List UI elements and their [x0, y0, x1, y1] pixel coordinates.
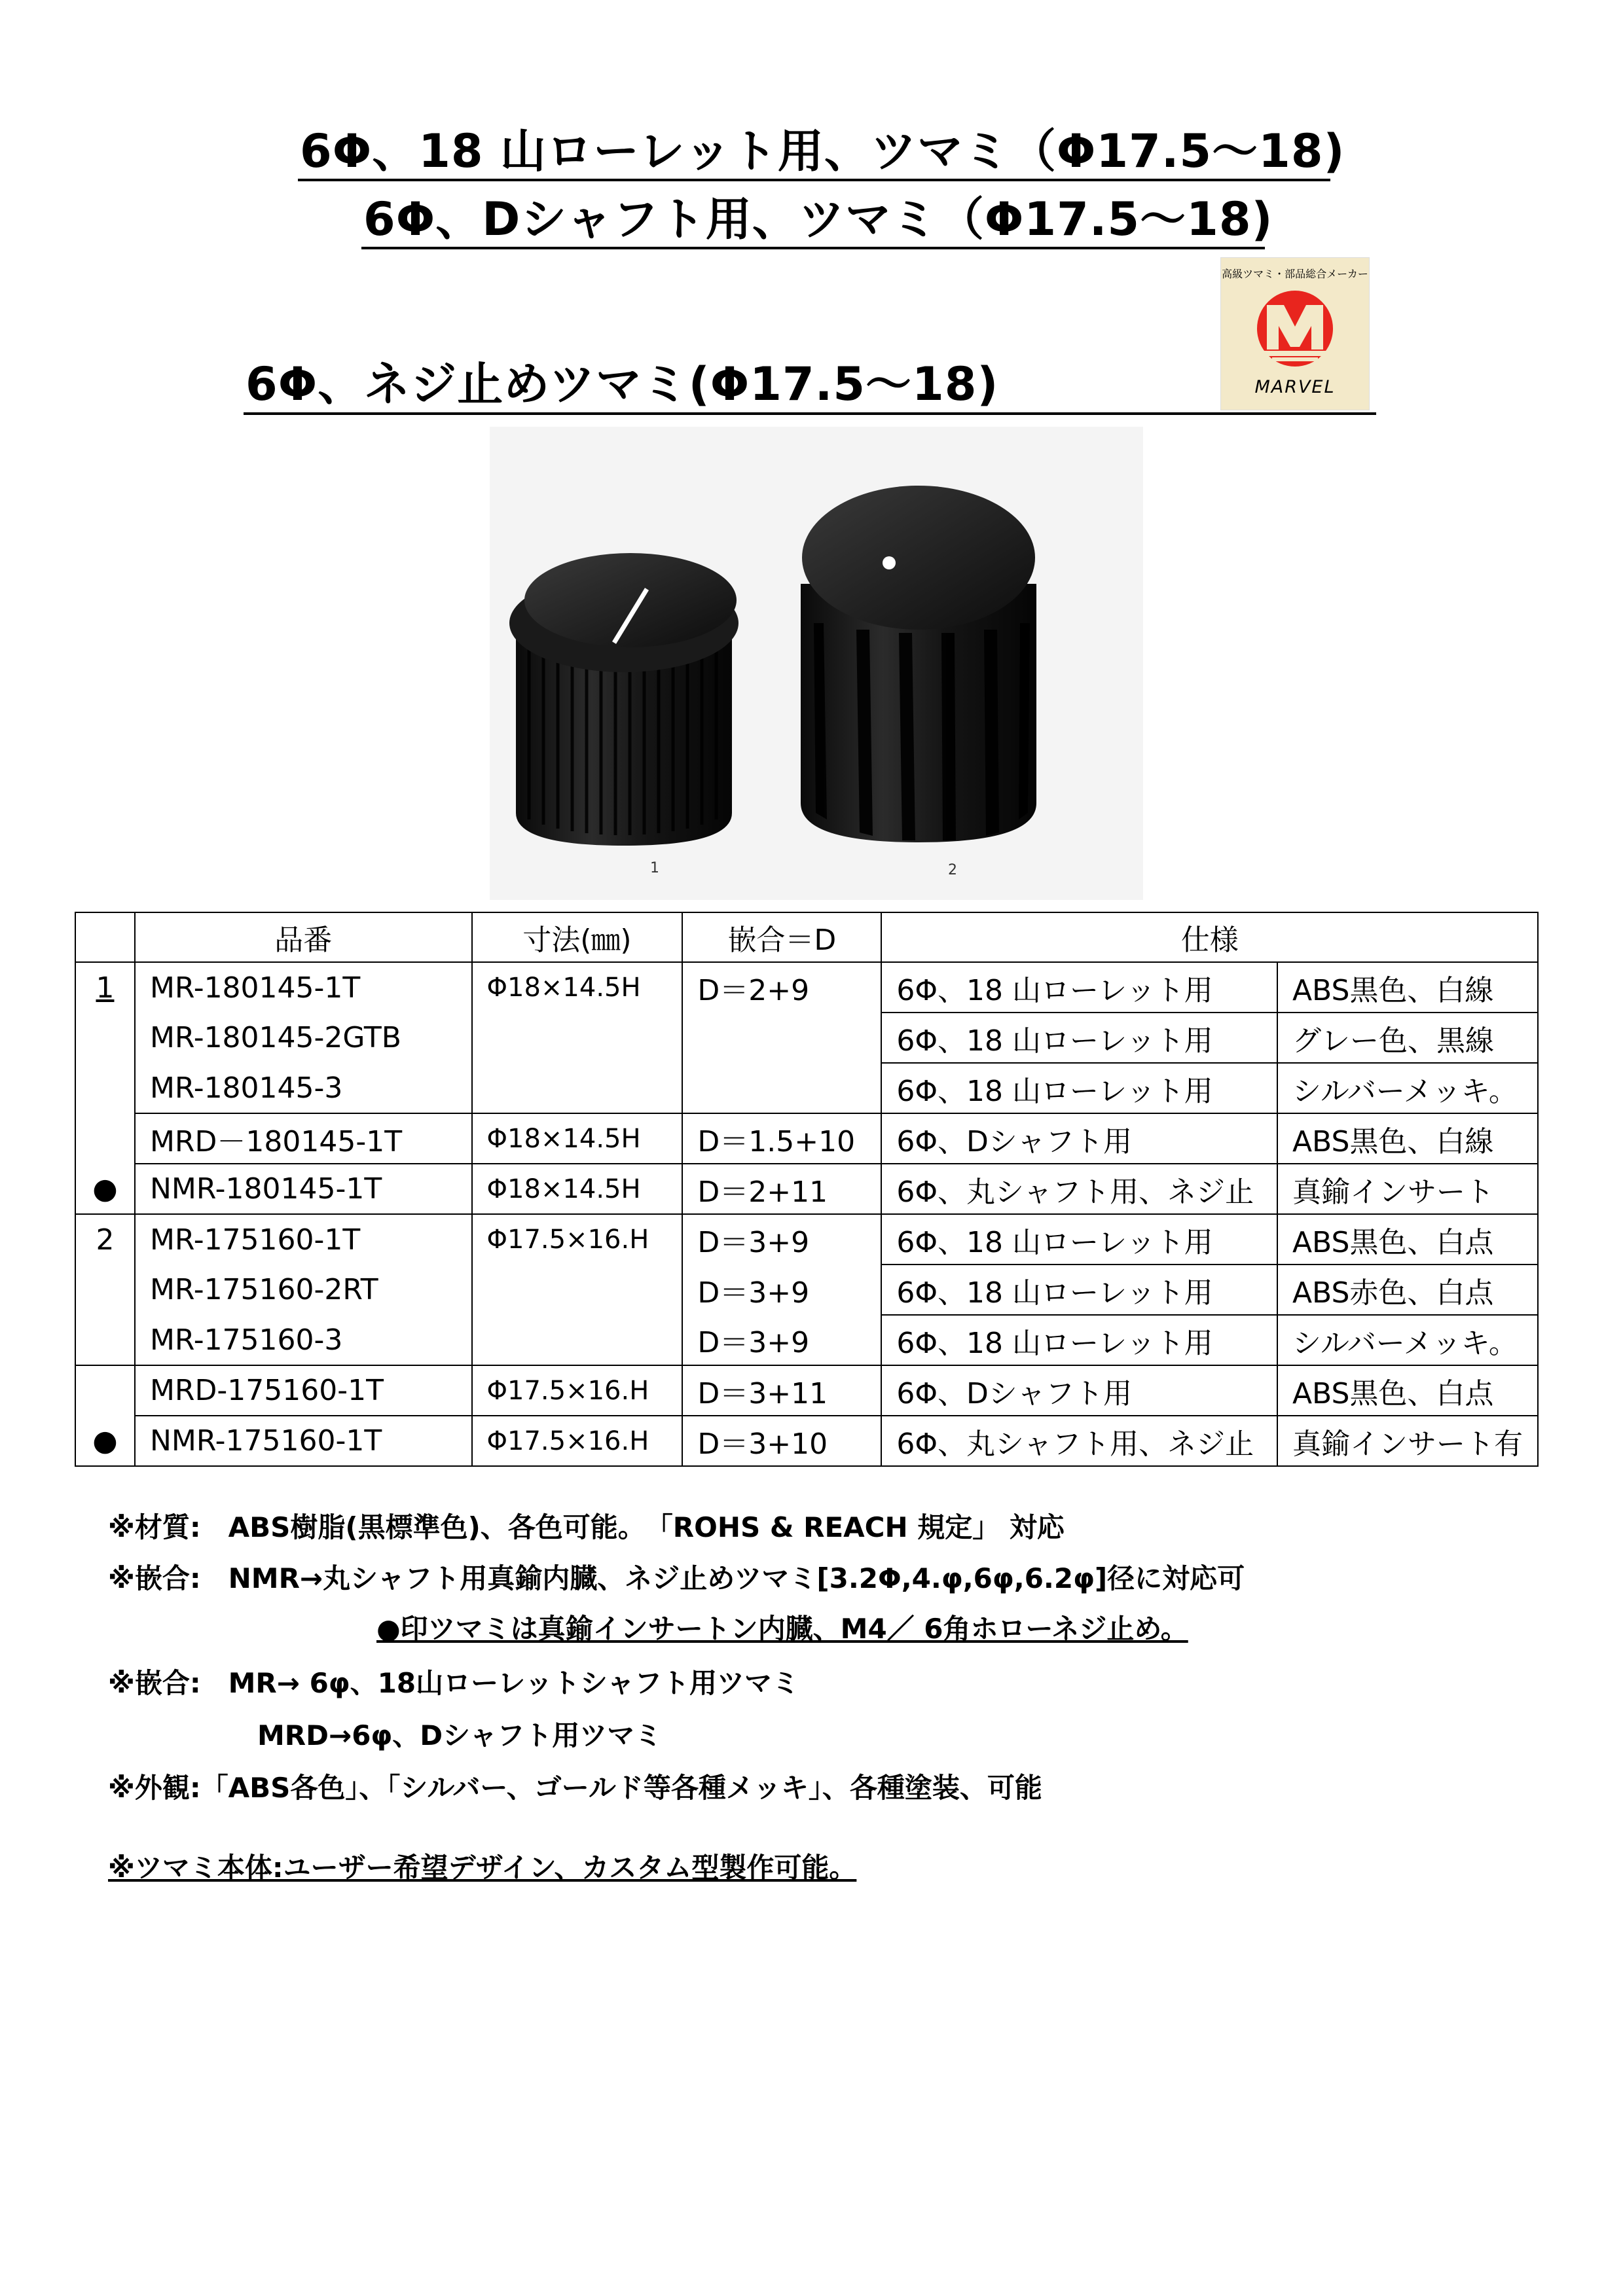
finish: 真鍮インサート有 — [1277, 1416, 1538, 1466]
table-row — [75, 1063, 1538, 1113]
part-number: MR-180145-2GTB — [135, 1013, 472, 1063]
title-d-shaft: 6Φ、Dシャフト用、ツマミ（Φ17.5〜18) — [363, 192, 1273, 246]
knob-1-icon — [509, 553, 739, 846]
fit: D＝3+9 — [682, 1214, 881, 1265]
finish: グレー色、黒線 — [1277, 1013, 1538, 1063]
table-row — [75, 1113, 1538, 1164]
table-header-row — [75, 912, 1538, 962]
fit: D＝2+9 — [682, 962, 881, 1013]
table-row — [75, 1214, 1538, 1265]
note-appearance: ※外観:「ABS各色」、「シルバー、ゴールド等各種メッキ」、各種塗装、可能 — [108, 1772, 1042, 1804]
row-number: 1 — [75, 962, 135, 1013]
title-underline — [244, 412, 1376, 415]
dimension — [472, 1265, 683, 1315]
part-number: MR-180145-3 — [135, 1063, 472, 1113]
fit: D＝3+10 — [682, 1416, 881, 1466]
header-cell — [75, 912, 135, 962]
title-set-screw: 6Φ、ネジ止めツマミ(Φ17.5〜18) — [246, 357, 999, 411]
bullet-marker: ● — [75, 1416, 135, 1466]
dimension — [472, 1013, 683, 1063]
fit: D＝3+9 — [682, 1315, 881, 1365]
part-number: MR-175160-3 — [135, 1315, 472, 1365]
part-number: MR-180145-1T — [135, 962, 472, 1013]
row-number — [75, 1315, 135, 1365]
knob-2-icon — [801, 486, 1036, 842]
fit: D＝2+11 — [682, 1164, 881, 1214]
dimension: Φ17.5×16.H — [472, 1214, 683, 1265]
table-row — [75, 1416, 1538, 1466]
marvel-logo — [1220, 257, 1370, 410]
note-fit-mrd: MRD→6φ、Dシャフト用ツマミ — [257, 1719, 663, 1751]
dimension — [472, 1315, 683, 1365]
spec: 6Φ、Dシャフト用 — [881, 1113, 1277, 1164]
table-row — [75, 962, 1538, 1013]
dimension: Φ18×14.5H — [472, 1113, 683, 1164]
dimension — [472, 1063, 683, 1113]
fit: D＝3+9 — [682, 1265, 881, 1315]
row-number — [75, 1265, 135, 1315]
note-custom-text: ※ツマミ本体:ユーザー希望デザイン、カスタム型製作可能。 — [108, 1852, 857, 1884]
part-number: MR-175160-2RT — [135, 1265, 472, 1315]
row-number: 2 — [75, 1214, 135, 1265]
dimension: Φ17.5×16.H — [472, 1416, 683, 1466]
finish: シルバーメッキ。 — [1277, 1063, 1538, 1113]
fit: D＝1.5+10 — [682, 1113, 881, 1164]
photo-caption-2: 2 — [948, 862, 957, 878]
finish: 真鍮インサート — [1277, 1164, 1538, 1214]
table-row — [75, 1315, 1538, 1365]
table-row — [75, 1164, 1538, 1214]
spec: 6Φ、18 山ローレット用 — [881, 1265, 1277, 1315]
product-photo — [490, 427, 1143, 900]
fit — [682, 1063, 881, 1113]
row-number — [75, 1113, 135, 1164]
note-bullet-insert — [376, 1615, 1188, 1643]
header-cell: 嵌合＝D — [682, 912, 881, 962]
row-number — [75, 1365, 135, 1416]
note-fit-mr: ※嵌合: MR→ 6φ、18山ローレットシャフト用ツマミ — [108, 1667, 800, 1699]
finish: ABS黒色、白線 — [1277, 962, 1538, 1013]
fit: D＝3+11 — [682, 1365, 881, 1416]
spec: 6Φ、Dシャフト用 — [881, 1365, 1277, 1416]
part-number: NMR-180145-1T — [135, 1164, 472, 1214]
note-custom — [108, 1854, 856, 1882]
table-row — [75, 1265, 1538, 1315]
finish: シルバーメッキ。 — [1277, 1315, 1538, 1365]
spec-table — [75, 912, 1539, 1467]
photo-caption-1: 1 — [650, 860, 659, 876]
spec: 6Φ、18 山ローレット用 — [881, 1315, 1277, 1365]
spec: 6Φ、18 山ローレット用 — [881, 1063, 1277, 1113]
note-bullet-insert-text: ●印ツマミは真鍮インサートン内臓、M4／ 6角ホローネジ止め。 — [376, 1613, 1188, 1645]
dimension: Φ18×14.5H — [472, 1164, 683, 1214]
spec: 6Φ、18 山ローレット用 — [881, 1013, 1277, 1063]
row-number — [75, 1063, 135, 1113]
dimension: Φ17.5×16.H — [472, 1365, 683, 1416]
finish: ABS黒色、白点 — [1277, 1214, 1538, 1265]
part-number: NMR-175160-1T — [135, 1416, 472, 1466]
finish: ABS黒色、白点 — [1277, 1365, 1538, 1416]
spec: 6Φ、丸シャフト用、ネジ止 — [881, 1164, 1277, 1214]
logo-tagline: 高級ツマミ・部品総合メーカー — [1222, 268, 1368, 280]
fit — [682, 1013, 881, 1063]
header-cell: 品番 — [135, 912, 472, 962]
spec: 6Φ、丸シャフト用、ネジ止 — [881, 1416, 1277, 1466]
part-number: MRD-175160-1T — [135, 1365, 472, 1416]
title-underline — [361, 247, 1265, 249]
table-row — [75, 1013, 1538, 1063]
dimension: Φ18×14.5H — [472, 962, 683, 1013]
bullet-marker: ● — [75, 1164, 135, 1214]
row-number — [75, 1013, 135, 1063]
note-material: ※材質: ABS樹脂(黒標準色)、各色可能。 「ROHS & REACH 規定」 対応 — [108, 1511, 1065, 1543]
title-underline — [298, 179, 1330, 181]
finish: ABS黒色、白線 — [1277, 1113, 1538, 1164]
note-fit-nmr: ※嵌合: NMR→丸シャフト用真鍮内臓、ネジ止めツマミ[3.2Φ,4.φ,6φ,6.2φ]径に対応可 — [108, 1562, 1245, 1594]
part-number: MRD－180145-1T — [135, 1113, 472, 1164]
header-cell: 仕様 — [881, 912, 1538, 962]
title-knurled: 6Φ、18 山ローレット用、ツマミ（Φ17.5〜18) — [300, 124, 1345, 178]
finish: ABS赤色、白点 — [1277, 1265, 1538, 1315]
spec: 6Φ、18 山ローレット用 — [881, 962, 1277, 1013]
part-number: MR-175160-1T — [135, 1214, 472, 1265]
knob-photo-image — [490, 427, 1143, 900]
logo-brand: MARVEL — [1254, 377, 1336, 397]
header-cell: 寸法(㎜) — [472, 912, 683, 962]
table-row — [75, 1365, 1538, 1416]
spec: 6Φ、18 山ローレット用 — [881, 1214, 1277, 1265]
